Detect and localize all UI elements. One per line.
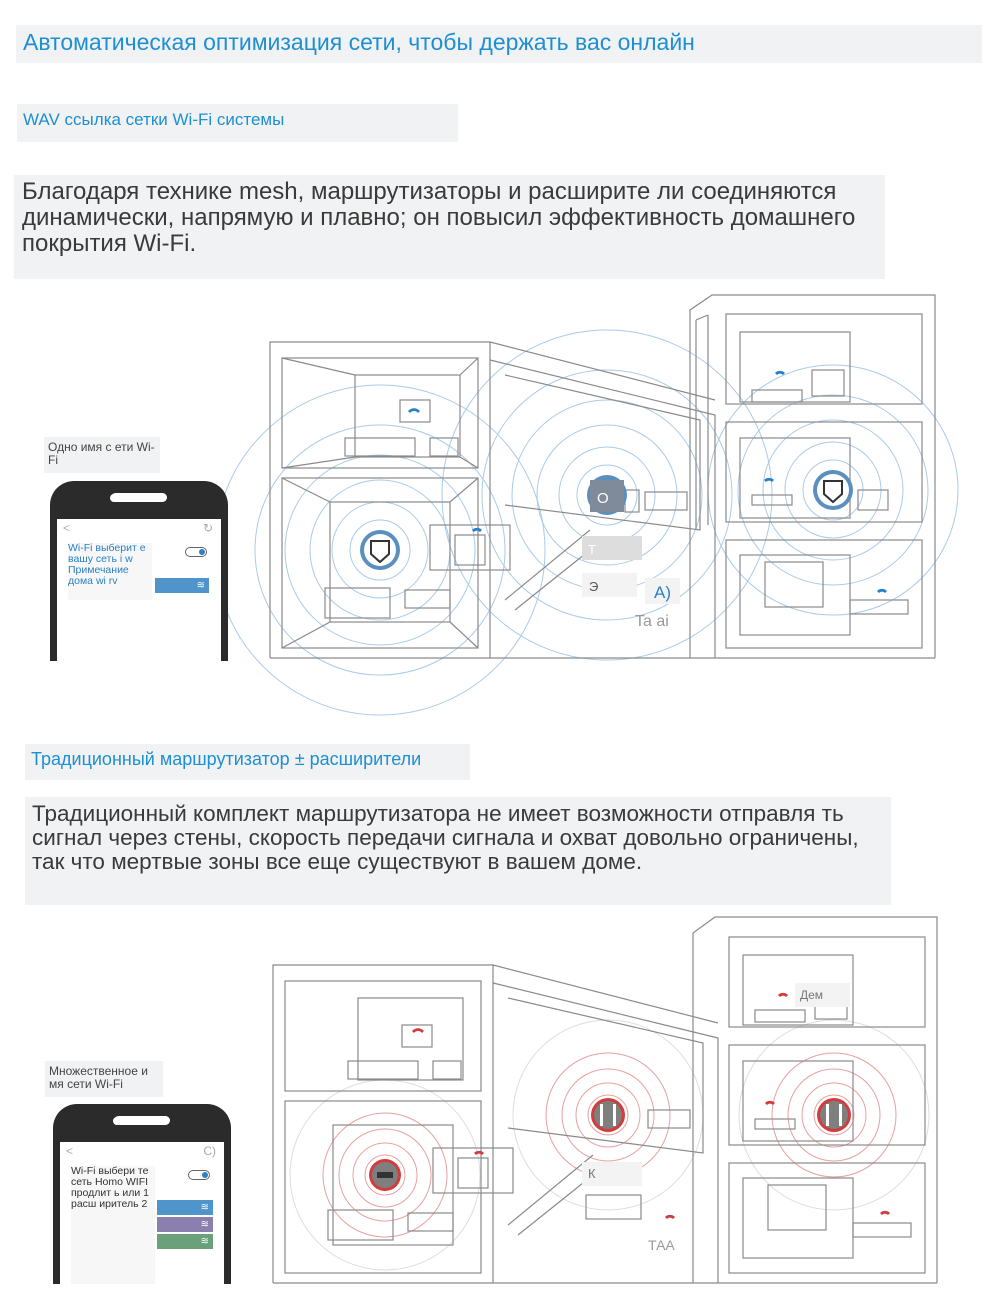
back-icon[interactable]: <: [66, 1144, 74, 1158]
mesh-phone: [50, 481, 228, 661]
wifi-icon: ≋: [200, 1219, 209, 1230]
network-row-extender-2[interactable]: [157, 1234, 213, 1249]
traditional-phone-caption: Множественное и мя сети Wi-Fi: [45, 1061, 163, 1097]
refresh-icon[interactable]: C): [203, 1144, 216, 1158]
wifi-icon: ≋: [200, 1202, 209, 1213]
traditional-label-taa: ТАА: [648, 1237, 675, 1253]
mesh-phone-caption: Одно имя с ети Wi-Fi: [44, 437, 160, 473]
traditional-phone-message: Wi-Fi выбери те сеть Homo WIFI продлит ь или 1 расш иритель 2: [71, 1166, 155, 1284]
wifi-toggle[interactable]: [185, 547, 207, 557]
page-headline: Автоматическая оптимизация сети, чтобы держать вас онлайн: [16, 25, 982, 63]
wifi-icon: ≋: [196, 580, 205, 591]
mesh-node-letter: О: [597, 490, 609, 507]
section-title-mesh: WAV ссылка сетки Wi-Fi системы: [17, 104, 458, 142]
traditional-extender-right: [817, 1098, 851, 1132]
mesh-phone-screen: [57, 519, 221, 661]
traditional-label-dem: Дем: [800, 988, 824, 1002]
network-row-home[interactable]: [157, 1200, 213, 1215]
mesh-phone-message: Wi-Fi выберит е вашу сеть i w Примечание дома wi rv: [68, 543, 152, 600]
phone-speaker: [114, 1116, 170, 1125]
traditional-phone-screen: [60, 1142, 224, 1284]
traditional-router-main: [369, 1159, 401, 1191]
mesh-tag-taal: Ta ai: [635, 613, 669, 630]
mesh-router-left: [360, 530, 400, 570]
traditional-label-k: К: [588, 1166, 596, 1181]
traditional-extender-center: [591, 1098, 625, 1132]
back-icon[interactable]: <: [63, 521, 71, 535]
refresh-icon[interactable]: ↻: [202, 521, 213, 535]
network-row-extender-1[interactable]: [157, 1217, 213, 1232]
wifi-icon: ≋: [200, 1236, 209, 1247]
section-text-traditional: Традиционный комплект маршрутизатора не имеет возможности отправля ть сигнал через стены, скорость передачи сигнала и охват довольно ограничены, так что мертвые зоны все еще существуют в вашем доме.: [25, 797, 891, 905]
mesh-tag-t: Т: [588, 542, 596, 557]
mesh-router-right: [813, 470, 853, 510]
wifi-toggle[interactable]: [188, 1170, 210, 1180]
mesh-tag-e: Э: [589, 579, 599, 594]
mesh-network-row[interactable]: [155, 578, 209, 593]
section-text-mesh: Благодаря технике mesh, маршрутизаторы и расширите ли соединяются динамически, напрямую и плавно; он повысил эффективность домашнего покрытия Wi-Fi.: [14, 175, 885, 279]
traditional-phone: [53, 1104, 231, 1284]
phone-speaker: [111, 493, 167, 502]
mesh-tag-a: A): [654, 583, 671, 602]
section-title-traditional: Традиционный маршрутизатор ± расширители: [25, 744, 470, 780]
